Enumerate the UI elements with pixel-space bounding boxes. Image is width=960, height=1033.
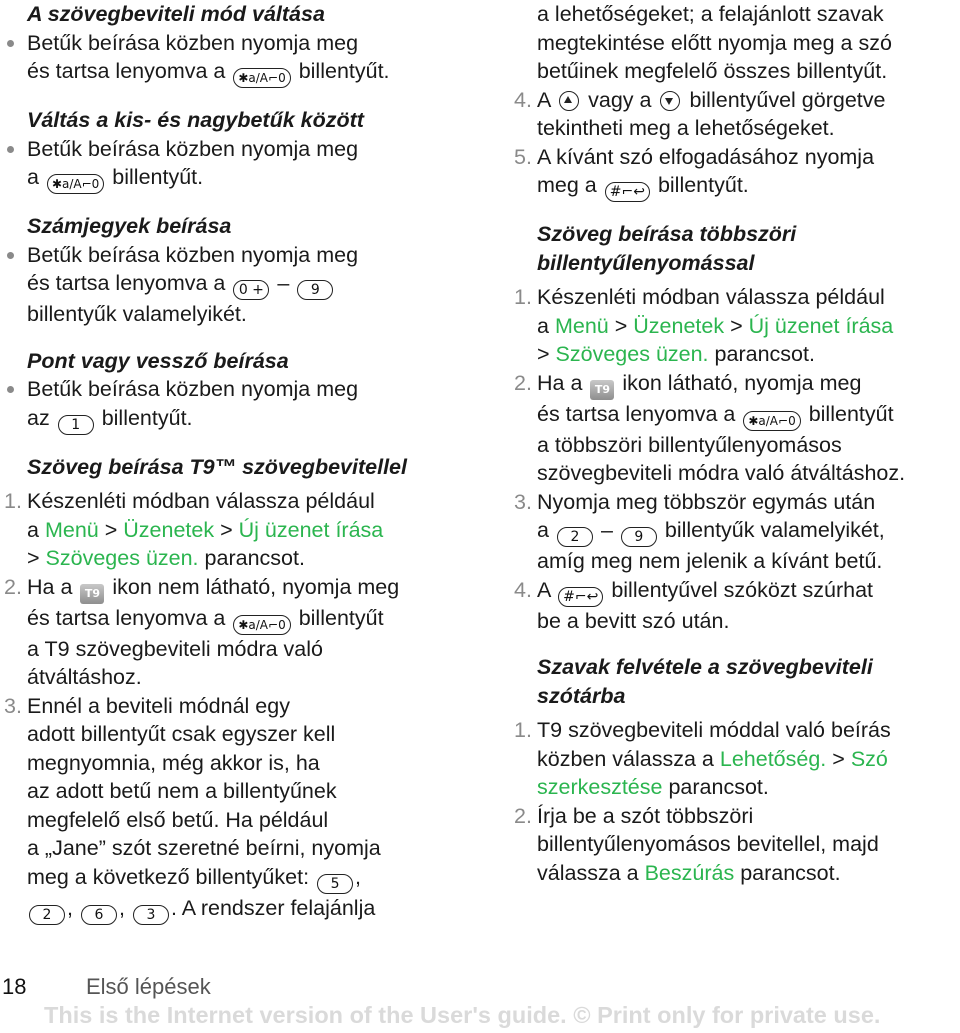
- nine-key-icon: 9: [621, 527, 657, 547]
- list-item: 4. A #⌐↩ billentyűvel szóközt szúrhat be a bevitt szó után.: [514, 577, 874, 633]
- right-column: [514, 0, 957, 887]
- menu-link[interactable]: Menü: [554, 313, 609, 338]
- continued-text: a lehetőségeket; a felajánlott szavak megtekintése előtt nyomja meg a szó betűinek megfelelő összes billentyűt.: [537, 2, 892, 83]
- six-key-icon: 6: [81, 905, 117, 925]
- hash-key-icon: #⌐↩: [558, 587, 603, 607]
- heading-add-words: Szavak felvétele a szövegbeviteli szótárba: [537, 655, 873, 708]
- new-message-link[interactable]: Új üzenet írása: [238, 517, 384, 542]
- messages-link[interactable]: Üzenetek: [123, 517, 215, 542]
- star-key-icon: ✱a/A⌐0: [233, 68, 290, 88]
- hash-key-icon: #⌐↩: [605, 182, 650, 202]
- heading-enter-digits: Számjegyek beírása: [27, 214, 232, 238]
- list-item: 3. Nyomja meg többször egymás után a 2 – 9 billentyűk valamelyikét, amíg meg nem jelenik a kívánt betű.: [514, 489, 885, 573]
- t9-icon: T9: [590, 380, 614, 400]
- heading-case-switch: Váltás a kis- és nagybetűk között: [27, 108, 364, 132]
- star-key-icon: ✱a/A⌐0: [47, 174, 104, 194]
- new-message-link[interactable]: Új üzenet írása: [748, 313, 894, 338]
- text-message-link[interactable]: Szöveges üzen.: [45, 546, 199, 570]
- options-link[interactable]: Lehetőség.: [719, 746, 827, 771]
- messages-link[interactable]: Üzenetek: [633, 313, 725, 338]
- chapter-title: Első lépések: [86, 974, 211, 999]
- t9-icon: T9: [80, 584, 104, 604]
- list-item: 2. Írja be a szót többszöri billentyűlenyomásos bevitellel, majd válassza a Beszúrás parancsot.: [514, 803, 879, 885]
- navigation-up-icon: [559, 91, 579, 111]
- page-number: 18: [2, 974, 27, 999]
- two-key-icon: 2: [29, 905, 65, 925]
- list-item: 4. A vagy a billentyűvel görgetve tekintheti meg a lehetőségeket.: [514, 87, 886, 140]
- text-message-link[interactable]: Szöveges üzen.: [555, 342, 709, 366]
- bullet-item: Betűk beírása közben nyomja meg és tartsa lenyomva a 0 + – 9 billentyűk valamelyikét.: [27, 241, 467, 329]
- list-item: 1. T9 szövegbeviteli móddal való beírás közben válassza a Lehetőség. > Szó szerkesztése parancsot.: [514, 718, 891, 799]
- menu-link[interactable]: Menü: [44, 517, 99, 542]
- heading-period-comma: Pont vagy vessző beírása: [27, 348, 289, 373]
- heading-multitap: Szöveg beírása többszöri billentyűlenyomással: [537, 222, 797, 275]
- list-item: 1. Készenléti módban válassza például a Menü > Üzenetek > Új üzenet írása > Szöveges üzen. parancsot.: [4, 489, 384, 570]
- three-key-icon: 3: [133, 905, 169, 925]
- list-item: 5. A kívánt szó elfogadásához nyomja meg a #⌐↩ billentyűt.: [514, 144, 875, 200]
- navigation-down-icon: [660, 91, 680, 111]
- insert-link[interactable]: Beszúrás: [644, 860, 735, 885]
- bullet-item: Betűk beírása közben nyomja meg az 1 billentyűt.: [27, 375, 467, 435]
- heading-t9-input: Szöveg beírása T9™ szövegbevitellel: [27, 454, 407, 479]
- heading-switch-input-mode: A szövegbeviteli mód váltása: [27, 2, 325, 26]
- list-item: 2. Ha a T9 ikon látható, nyomja meg és tartsa lenyomva a ✱a/A⌐0 billentyűt a többszöri billentyűlenyomásos szövegbeviteli módra való átváltáshoz.: [514, 370, 906, 485]
- list-item: 1. Készenléti módban válassza például a Menü > Üzenetek > Új üzenet írása > Szöveges üzen. parancsot.: [514, 285, 894, 366]
- five-key-icon: 5: [317, 874, 353, 894]
- star-key-icon: ✱a/A⌐0: [233, 615, 290, 635]
- bullet-item: Betűk beírása közben nyomja meg a ✱a/A⌐0 billentyűt.: [27, 135, 467, 195]
- bullet-item: Betűk beírása közben nyomja meg és tartsa lenyomva a ✱a/A⌐0 billentyűt.: [27, 29, 467, 89]
- one-key-icon: 1: [58, 415, 94, 435]
- list-item: 2. Ha a T9 ikon nem látható, nyomja meg és tartsa lenyomva a ✱a/A⌐0 billentyűt a T9 szövegbeviteli módra való átváltáshoz.: [4, 574, 400, 689]
- star-key-icon: ✱a/A⌐0: [743, 411, 800, 431]
- left-column: [4, 0, 467, 925]
- edit-word-link[interactable]: Szó szerkesztése: [537, 746, 888, 799]
- list-item: 3. Ennél a beviteli módnál egy adott billentyűt csak egyszer kell megnyomnia, még akkor is, ha az adott betű nem a billentyűnek megfelelő első betű. Ha például a „Jane” szót szeretné beírni, nyomja meg a következő billentyűket: 5 , 2 , 6 , 3 . A rendszer felajánlja: [4, 693, 381, 923]
- two-key-icon: 2: [557, 527, 593, 547]
- zero-key-icon: 0 +: [233, 280, 269, 300]
- nine-key-icon: 9: [297, 280, 333, 300]
- internet-version-notice: This is the Internet version of the User's guide. © Print only for private use.: [44, 1002, 881, 1028]
